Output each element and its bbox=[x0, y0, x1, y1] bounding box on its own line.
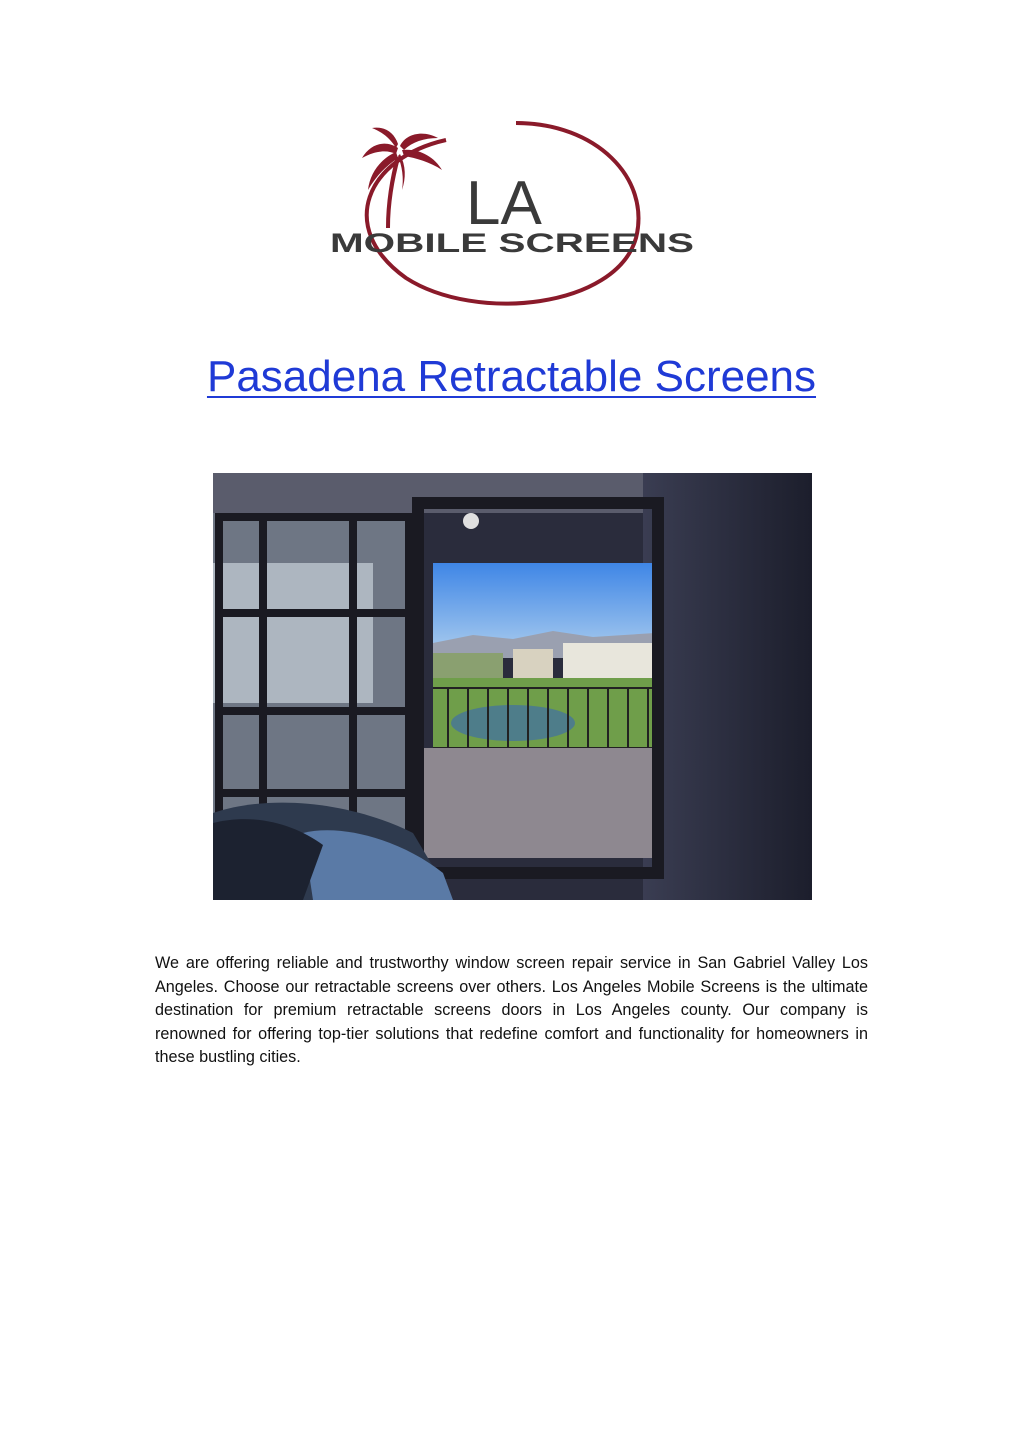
title-link[interactable]: Pasadena Retractable Screens bbox=[206, 352, 817, 401]
logo-main-text: LA bbox=[466, 169, 542, 238]
company-logo bbox=[326, 118, 698, 308]
balcony-screen-door-photo bbox=[213, 473, 812, 900]
logo-sub-text: MOBILE SCREENS bbox=[330, 228, 694, 258]
intro-paragraph: We are offering reliable and trustworthy window screen repair service in San Gabriel Valley Los Angeles. Choose our retractable screens over others. Los Angeles Mobile Screens is the ultimate destination for premium retractable screens doors in Los Angeles county. Our company is renowned for offering top-tier solutions that redefine comfort and functionality for homeowners in these bustling cities. bbox=[155, 954, 868, 1066]
page-title bbox=[0, 352, 1023, 402]
